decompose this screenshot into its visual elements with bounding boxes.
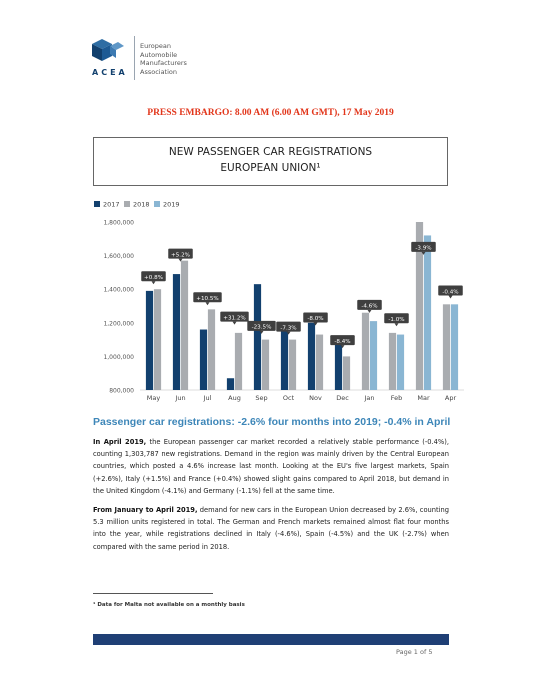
paragraph-april-text: the European passenger car market recorded a relatively stable performance (-0.4%), counting 1,303,787 new registrations. Demand in the region was mainly driven by the Central European countries, which posted a 4.6% increase last month. Looking at the EU's five largest markets, Spain (+2.6%), Italy (+1.5%) and France (+0.4%) showed slight gains compared to April 2018, but demand in the United Kingdom (-4.1%) and Germany (-1.1%) fell at the same time. <box>93 438 449 495</box>
legend-label-2017: 2017 <box>103 200 120 209</box>
bar-2019-apr <box>451 304 458 390</box>
bar-2018-nov <box>316 335 323 390</box>
bar-2017-jul <box>200 330 207 390</box>
bar-2017-may <box>146 291 153 390</box>
data-label-jan: -4.6% <box>361 303 378 310</box>
bar-2019-jan <box>370 321 377 390</box>
bar-2018-aug <box>235 333 242 390</box>
bar-2018-jan <box>362 313 369 390</box>
page-number: Page 1 of 5 <box>396 648 433 656</box>
bar-2017-oct <box>281 323 288 390</box>
data-label-pointer-aug <box>233 322 237 325</box>
acea-logo-icon <box>88 36 126 66</box>
y-tick-label: 1,800,000 <box>103 219 134 227</box>
paragraph-april <box>93 436 449 497</box>
y-tick-label: 1,400,000 <box>103 286 134 294</box>
bar-2019-mar <box>424 235 431 390</box>
y-tick-label: 1,600,000 <box>103 253 134 261</box>
x-tick-label: Oct <box>282 394 295 402</box>
bar-2019-feb <box>397 335 404 390</box>
data-label-oct: -7.3% <box>280 325 297 332</box>
data-label-pointer-apr <box>449 296 453 299</box>
x-tick-label: Sep <box>255 394 268 402</box>
section-heading: Passenger car registrations: -2.6% four months into 2019; -0.4% in April <box>93 416 451 428</box>
title-line-1: NEW PASSENGER CAR REGISTRATIONS <box>168 146 373 158</box>
data-label-apr: -0.4% <box>442 289 459 296</box>
bar-2018-apr <box>443 304 450 390</box>
paragraph-jan-apr-text: demand for new cars in the European Union decreased by 2.6%, counting 5.3 million units registered in total. The German and French markets remained almost flat four months into the year, while registrations declined in Italy (-4.6%), Spain (-4.5%) and the UK (-2.7%) when compared with the same period in 2018. <box>93 506 449 551</box>
data-label-sep: -23.5% <box>251 324 272 331</box>
data-label-aug: +31.2% <box>223 315 246 322</box>
bar-2018-oct <box>289 340 296 390</box>
association-line-2: Automobile <box>140 50 178 59</box>
legend-swatch-2017 <box>94 201 100 207</box>
bar-2018-dec <box>343 356 350 390</box>
association-line-4: Association <box>140 67 178 76</box>
data-label-pointer-jul <box>206 302 210 305</box>
bar-2018-jun <box>181 261 188 390</box>
paragraph-jan-apr-lead: From January to April 2019, <box>93 506 198 514</box>
data-label-nov: -8.0% <box>307 316 324 323</box>
paragraph-april-lead: In April 2019, <box>93 438 147 446</box>
bar-2017-aug <box>227 378 234 390</box>
data-label-jun: +5.2% <box>171 252 190 259</box>
legend-swatch-2018 <box>124 201 130 207</box>
data-label-pointer-feb <box>395 323 399 326</box>
logo-divider <box>134 36 135 80</box>
x-tick-label: Apr <box>444 394 457 402</box>
x-tick-label: Jul <box>203 394 212 402</box>
y-tick-label: 800,000 <box>109 387 134 395</box>
bar-2018-jul <box>208 309 215 390</box>
association-line-3: Manufacturers <box>140 59 187 67</box>
legend-label-2018: 2018 <box>133 200 150 209</box>
x-tick-label: Jun <box>175 394 186 402</box>
x-tick-label: Feb <box>390 394 403 402</box>
footer-bar <box>93 634 449 645</box>
footnote: ¹ Data for Malta not available on a monthly basis <box>93 602 245 608</box>
data-label-mar: -3.9% <box>415 245 432 252</box>
data-label-may: +0.8% <box>144 275 163 282</box>
x-tick-label: Aug <box>228 394 241 402</box>
association-line-1: European <box>140 42 171 50</box>
bar-2018-sep <box>262 340 269 390</box>
legend-label-2019: 2019 <box>163 200 180 209</box>
data-label-dec: -8.4% <box>334 338 351 345</box>
y-tick-label: 1,200,000 <box>103 320 134 328</box>
data-label-pointer-may <box>152 281 156 284</box>
registrations-chart <box>88 194 468 406</box>
x-tick-label: Nov <box>309 394 322 402</box>
press-embargo: PRESS EMBARGO: 8.00 AM (6.00 AM GMT), 17 May 2019 <box>147 108 394 118</box>
bar-2018-feb <box>389 333 396 390</box>
data-label-feb: -1.0% <box>388 317 405 324</box>
bar-2018-may <box>154 289 161 390</box>
footnote-rule <box>93 593 213 594</box>
y-tick-label: 1,000,000 <box>103 353 134 361</box>
x-tick-label: May <box>146 394 161 402</box>
title-line-2: EUROPEAN UNION¹ <box>220 162 321 174</box>
x-tick-label: Mar <box>417 394 430 402</box>
x-tick-label: Dec <box>336 394 349 402</box>
x-tick-label: Jan <box>364 394 375 402</box>
data-label-jul: +10.5% <box>196 296 219 303</box>
data-label-pointer-jan <box>368 310 372 313</box>
legend-swatch-2019 <box>154 201 160 207</box>
bar-2017-nov <box>308 323 315 390</box>
bar-2017-jun <box>173 274 180 390</box>
acea-logo-text: ACEA <box>92 68 128 77</box>
bar-2017-sep <box>254 284 261 390</box>
paragraph-jan-apr <box>93 504 449 553</box>
